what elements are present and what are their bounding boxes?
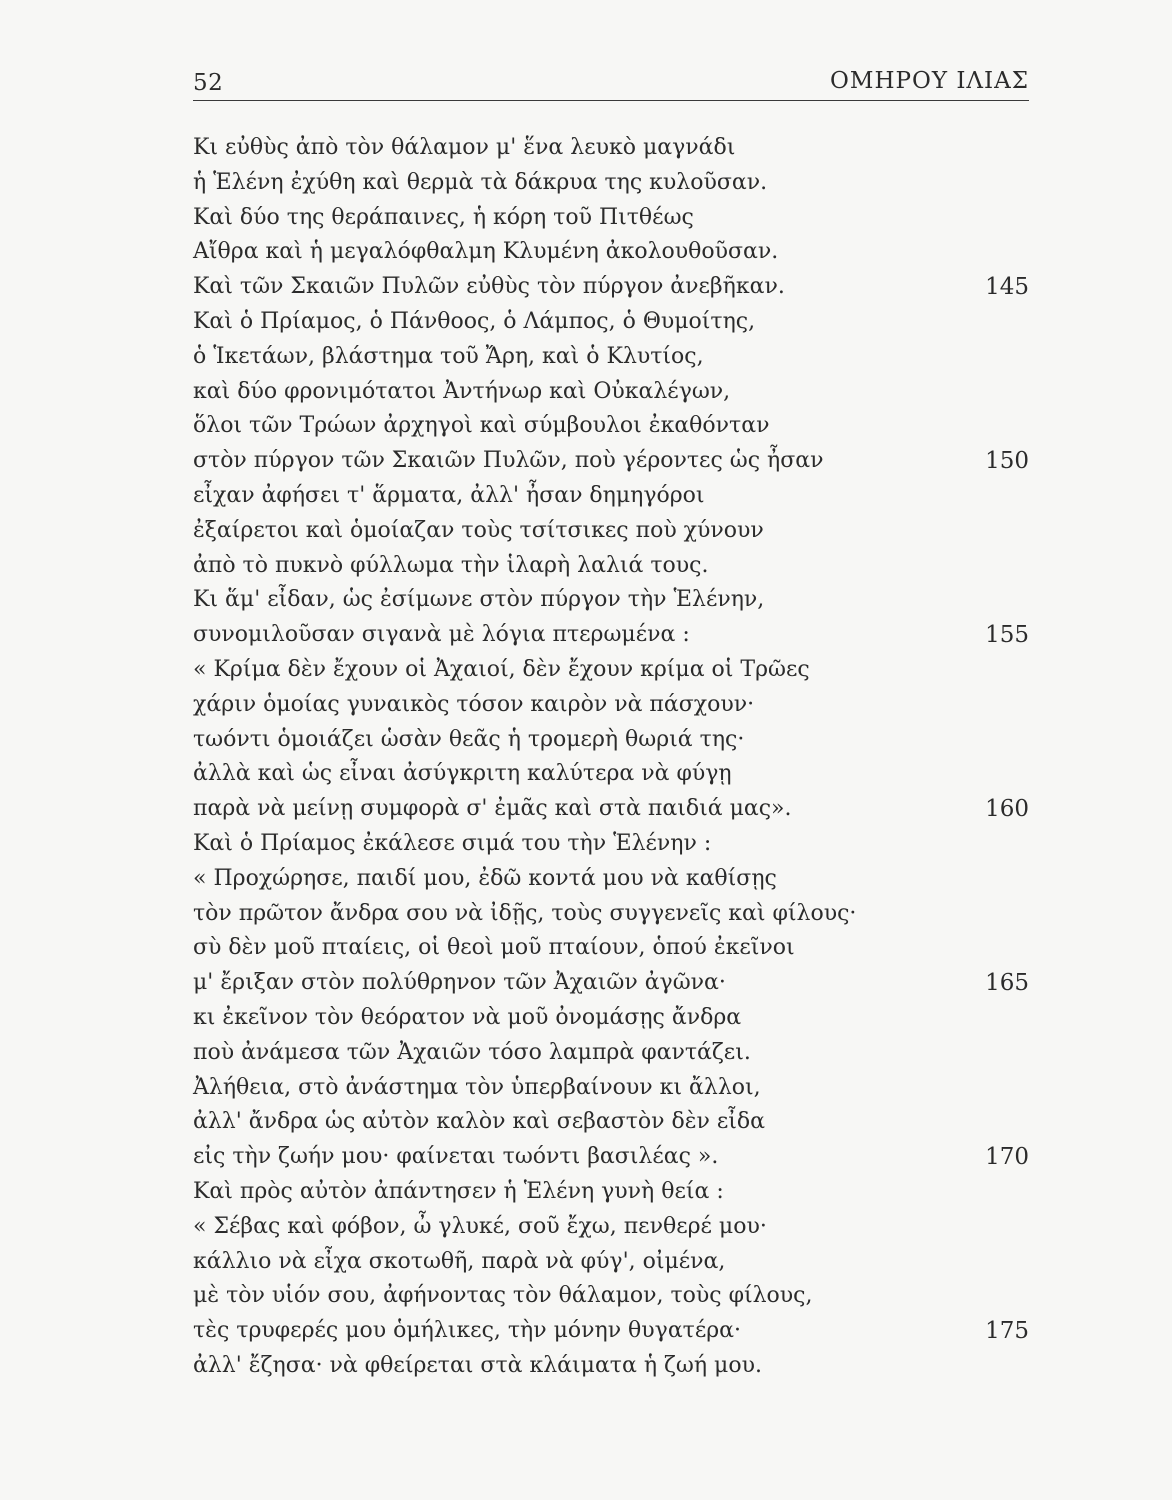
verse-line [193,409,1029,444]
verse-line [193,1001,1029,1036]
verse-number: 150 [985,448,1029,475]
verse-line [193,897,1029,932]
verse-line [193,862,1029,897]
verse-text: ἐξαίρετοι καὶ ὁμοίαζαν τοὺς τσίτσικες ποὺ χύνουν [193,517,764,543]
verse-line [193,305,1029,340]
verse-line [193,270,1029,305]
verse-line [193,479,1029,514]
verse-line [193,1210,1029,1245]
verse-line [193,1175,1029,1210]
verse-text: Καὶ δύο της θεράπαινες, ἡ κόρη τοῦ Πιτθέως [193,204,694,230]
verse-text: ἀπὸ τὸ πυκνὸ φύλλωμα τὴν ἱλαρὴ λαλιά τους. [193,552,709,578]
verse-text: εἶχαν ἀφήσει τ' ἅρματα, ἀλλ' ἦσαν δημηγόροι [193,482,705,508]
verse-text: χάριν ὁμοίας γυναικὸς τόσον καιρὸν νὰ πάσχουν· [193,691,755,717]
verse-line [193,688,1029,723]
verse-line [193,827,1029,862]
verse-line [193,618,1029,653]
verse-text: « Κρίμα δὲν ἔχουν οἱ Ἀχαιοί, δὲν ἔχουν κρίμα οἱ Τρῶες [193,656,810,682]
verse-text: κι ἐκεῖνον τὸν θεόρατον νὰ μοῦ ὀνομάσῃς ἄνδρα [193,1004,742,1030]
page-number: 52 [193,70,224,96]
verse-number: 145 [985,274,1029,301]
verse-line [193,1349,1029,1384]
header-rule [193,100,1029,101]
verse-line [193,340,1029,375]
verse-text: εἰς τὴν ζωήν μου· φαίνεται τωόντι βασιλέας ». [193,1144,719,1170]
verse-text: Κι ἅμ' εἶδαν, ὡς ἐσίμωνε στὸν πύργον τὴν Ἑλένην, [193,587,765,613]
verse-number: 160 [985,796,1029,823]
verse-text: ἀλλὰ καὶ ὡς εἶναι ἀσύγκριτη καλύτερα νὰ φύγῃ [193,761,732,787]
verse-text: Αἴθρα καὶ ἡ μεγαλόφθαλμη Κλυμένη ἀκολουθοῦσαν. [193,239,779,265]
verse-line [193,201,1029,236]
verse-text: ποὺ ἀνάμεσα τῶν Ἀχαιῶν τόσο λαμπρὰ φαντάζει. [193,1039,751,1065]
verse-text: ἡ Ἑλένη ἐχύθη καὶ θερμὰ τὰ δάκρυα της κυλοῦσαν. [193,169,768,195]
verse-line [193,131,1029,166]
verse-line [193,757,1029,792]
verse-text: Καὶ ὁ Πρίαμος, ὁ Πάνθοος, ὁ Λάμπος, ὁ Θυμοίτης, [193,308,756,334]
verse-text: συνομιλοῦσαν σιγανὰ μὲ λόγια πτερωμένα : [193,622,690,648]
verse-number: 170 [985,1144,1029,1171]
verse-text: ὁ Ἱκετάων, βλάστημα τοῦ Ἄρη, καὶ ὁ Κλυτίος, [193,343,704,369]
verse-number: 175 [985,1318,1029,1345]
verse-line [193,1105,1029,1140]
verse-text: σὺ δὲν μοῦ πταίεις, οἱ θεοὶ μοῦ πταίουν, ὁπού ἐκεῖνοι [193,935,795,961]
verse-text: Ἀλήθεια, στὸ ἀνάστημα τὸν ὑπερβαίνουν κι ἄλλοι, [193,1074,761,1100]
verse-text: Κι εὐθὺς ἀπὸ τὸν θάλαμον μ' ἕνα λευκὸ μαγνάδι [193,135,736,160]
verse-text: παρὰ νὰ μείνῃ συμφορὰ σ' ἐμᾶς καὶ στὰ παιδιά μας». [193,796,792,822]
verse-text: μὲ τὸν υἱόν σου, ἀφήνοντας τὸν θάλαμον, τοὺς φίλους, [193,1283,813,1309]
verse-text: « Προχώρησε, παιδί μου, ἐδῶ κοντά μου νὰ καθίσῃς [193,865,777,891]
verse-line [193,966,1029,1001]
verse-line [193,375,1029,410]
verse-text: τωόντι ὁμοιάζει ὡσὰν θεᾶς ἡ τρομερὴ θωριά της· [193,726,745,752]
verse-line [193,235,1029,270]
verse-line [193,723,1029,758]
verse-text: καὶ δύο φρονιμότατοι Ἀντήνωρ καὶ Οὐκαλέγων, [193,378,731,404]
verse-line [193,514,1029,549]
page-header [193,66,1029,102]
verse-text: « Σέβας καὶ φόβον, ὦ γλυκέ, σοῦ ἔχω, πενθερέ μου· [193,1213,767,1239]
verse-line [193,792,1029,827]
verse-number: 155 [985,622,1029,649]
verse-text: ὅλοι τῶν Τρώων ἀρχηγοὶ καὶ σύμβουλοι ἐκαθόνταν [193,413,770,439]
verse-line [193,931,1029,966]
verse-line [193,549,1029,584]
verse-line [193,1314,1029,1349]
verse-text: Καὶ πρὸς αὐτὸν ἀπάντησεν ἡ Ἑλένη γυνὴ θεία : [193,1178,724,1204]
verse-line [193,1071,1029,1106]
verse-line [193,1036,1029,1071]
verse-text: ἀλλ' ἄνδρα ὡς αὐτὸν καλὸν καὶ σεβαστὸν δὲν εἶδα [193,1109,766,1135]
verse-text: κάλλιο νὰ εἶχα σκοτωθῆ, παρὰ νὰ φύγ', οἰμένα, [193,1248,726,1274]
verse-text: μ' ἔριξαν στὸν πολύθρηνον τῶν Ἀχαιῶν ἀγῶνα· [193,970,726,996]
verse-text: Καὶ ὁ Πρίαμος ἐκάλεσε σιμά του τὴν Ἑλένην : [193,830,712,856]
verse-text: τὲς τρυφερές μου ὁμήλικες, τὴν μόνην θυγατέρα· [193,1318,742,1344]
verse-line [193,444,1029,479]
verse-text: τὸν πρῶτον ἄνδρα σου νὰ ἰδῇς, τοὺς συγγενεῖς καὶ φίλους· [193,900,857,926]
verse-number: 165 [985,970,1029,997]
verse-line [193,583,1029,618]
verse-line [193,1245,1029,1280]
verse-line [193,1279,1029,1314]
verse-line [193,653,1029,688]
verse-text: ἀλλ' ἔζησα· νὰ φθείρεται στὰ κλάιματα ἡ ζωή μου. [193,1352,762,1378]
verse-text: στὸν πύργον τῶν Σκαιῶν Πυλῶν, ποὺ γέροντες ὡς ἦσαν [193,448,824,474]
running-title: ΟΜΗΡΟΥ ΙΛΙΑΣ [830,68,1029,94]
verse-text: Καὶ τῶν Σκαιῶν Πυλῶν εὐθὺς τὸν πύργον ἀνεβῆκαν. [193,274,785,300]
verse-line [193,1140,1029,1175]
poem-text [193,131,1029,1384]
verse-line [193,166,1029,201]
